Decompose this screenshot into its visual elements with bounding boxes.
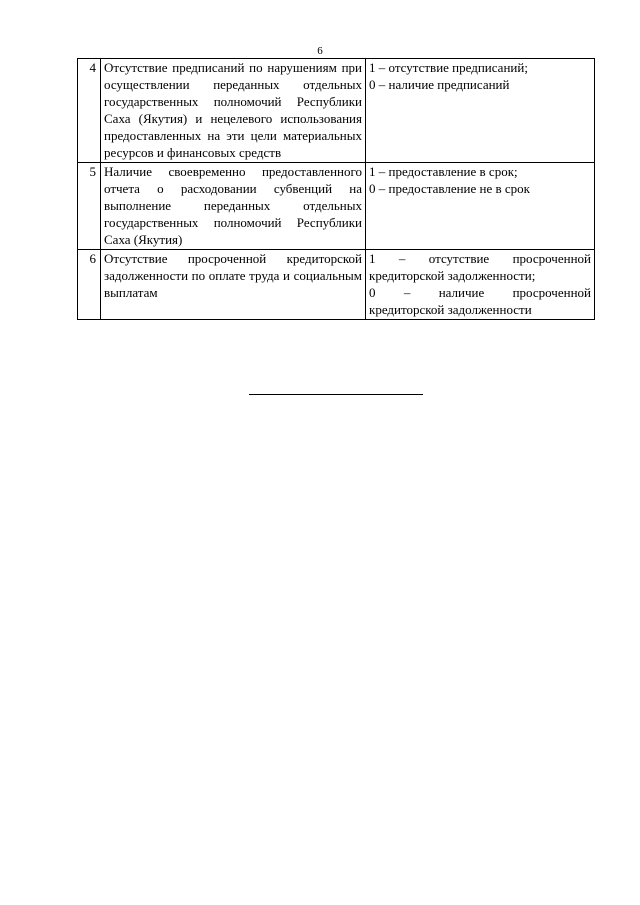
row-number: 5 [78,163,101,250]
score-cell [366,163,595,250]
score-line: 0 – предоставление не в срок [369,181,530,196]
score-line: 1 – предоставление в срок; [369,164,518,179]
criteria-table [77,58,595,320]
score-line: 0 – наличие просроченной кредиторской задолженности [369,285,591,317]
table-row [78,250,595,320]
table-row [78,59,595,163]
score-line: 1 – отсутствие просроченной кредиторской задолженности; [369,251,591,283]
score-line: 1 – отсутствие предписаний; [369,60,528,75]
criterion-text: Отсутствие предписаний по нарушениям при осуществлении переданных отдельных государственных полномочий Республики Саха (Якутия) и нецелевого использования предоставленных на эти цели материальных ресурсов и финансовых средств [101,59,366,163]
criterion-text: Наличие своевременно предоставленного отчета о расходовании субвенций на выполнение переданных отдельных государственных полномочий Республики Саха (Якутия) [101,163,366,250]
row-number: 4 [78,59,101,163]
table-row [78,163,595,250]
end-of-document-rule [249,394,423,395]
score-cell [366,59,595,163]
score-line: 0 – наличие предписаний [369,77,510,92]
criterion-text: Отсутствие просроченной кредиторской задолженности по оплате труда и социальным выплатам [101,250,366,320]
page-number: 6 [317,45,323,57]
score-cell [366,250,595,320]
row-number: 6 [78,250,101,320]
